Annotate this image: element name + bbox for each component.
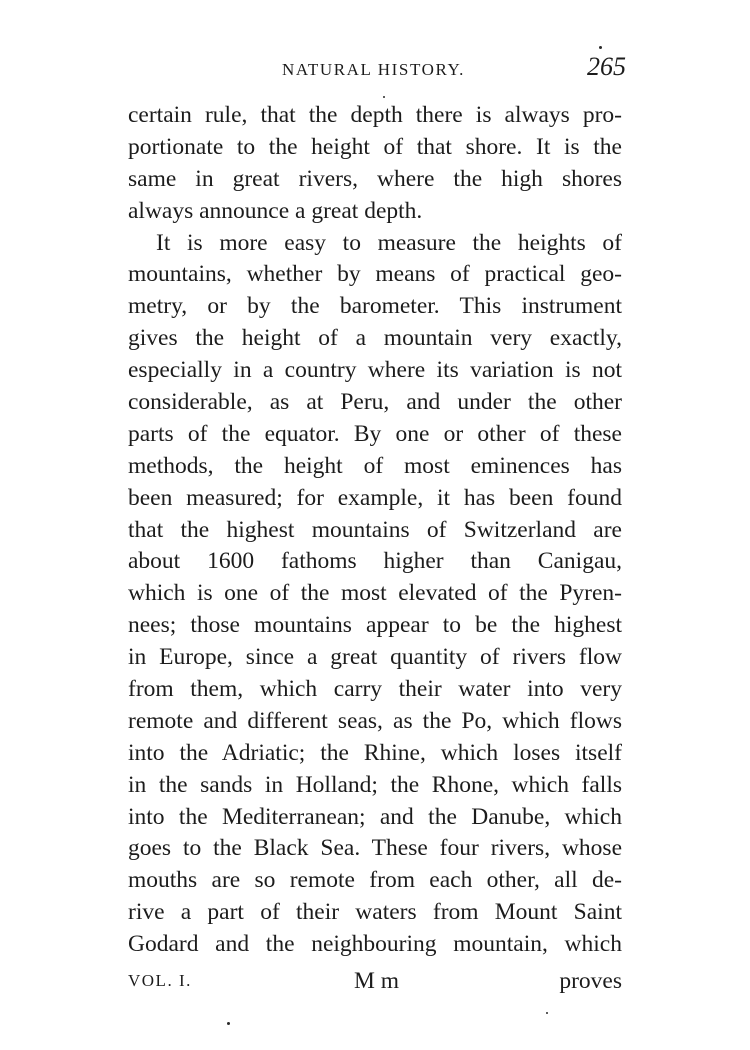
volume-mark: VOL. I. — [128, 971, 192, 990]
running-title: NATURAL HISTORY. — [282, 60, 466, 79]
page-footer — [128, 968, 622, 1000]
signature-mark: M m — [354, 968, 400, 994]
text-line: always announce a great depth. — [128, 197, 423, 224]
text-line: in Europe, since a great quantity of rivers flow — [128, 644, 622, 671]
body-text — [128, 100, 622, 961]
text-line: about 1600 fathoms higher than Canigau, — [128, 548, 622, 575]
text-line: which is one of the most elevated of the Pyren- — [128, 580, 622, 607]
text-line: that the highest mountains of Switzerland are — [128, 516, 622, 543]
text-line: certain rule, that the depth there is always pro- — [128, 102, 622, 128]
text-line: especially in a country where its variation is not — [128, 357, 622, 384]
text-line: into the Adriatic; the Rhine, which loses itself — [128, 739, 622, 766]
page-header — [128, 52, 628, 82]
ink-speck — [546, 1012, 548, 1014]
ink-speck — [383, 96, 385, 98]
text-line: rive a part of their waters from Mount Saint — [128, 899, 622, 926]
catchword: proves — [559, 968, 622, 994]
text-line: parts of the equator. By one or other of these — [128, 420, 622, 447]
text-line: mountains, whether by means of practical geo- — [128, 261, 622, 288]
text-line: goes to the Black Sea. These four rivers, whose — [128, 835, 622, 862]
text-line: portionate to the height of that shore. It is the — [128, 133, 622, 160]
text-line: It is more easy to measure the heights of — [156, 229, 622, 256]
text-line: from them, which carry their water into very — [128, 676, 622, 703]
text-line: been measured; for example, it has been found — [128, 484, 622, 511]
text-line: nees; those mountains appear to be the highest — [128, 612, 622, 639]
text-line: same in great rivers, where the high shores — [128, 165, 622, 192]
text-line: gives the height of a mountain very exactly, — [128, 325, 622, 352]
text-line: Godard and the neighbouring mountain, which — [128, 931, 622, 958]
text-line: into the Mediterranean; and the Danube, which — [128, 803, 622, 830]
text-line: methods, the height of most eminences has — [128, 452, 622, 479]
text-line: metry, or by the barometer. This instrument — [128, 293, 622, 320]
text-line: mouths are so remote from each other, all de- — [128, 867, 622, 894]
ink-speck — [227, 1022, 230, 1025]
page-number: 265 — [587, 52, 626, 81]
ink-speck — [599, 46, 602, 49]
text-line: considerable, as at Peru, and under the other — [128, 389, 622, 416]
text-line: remote and different seas, as the Po, which flows — [128, 707, 622, 734]
text-line: in the sands in Holland; the Rhone, which falls — [128, 771, 622, 798]
